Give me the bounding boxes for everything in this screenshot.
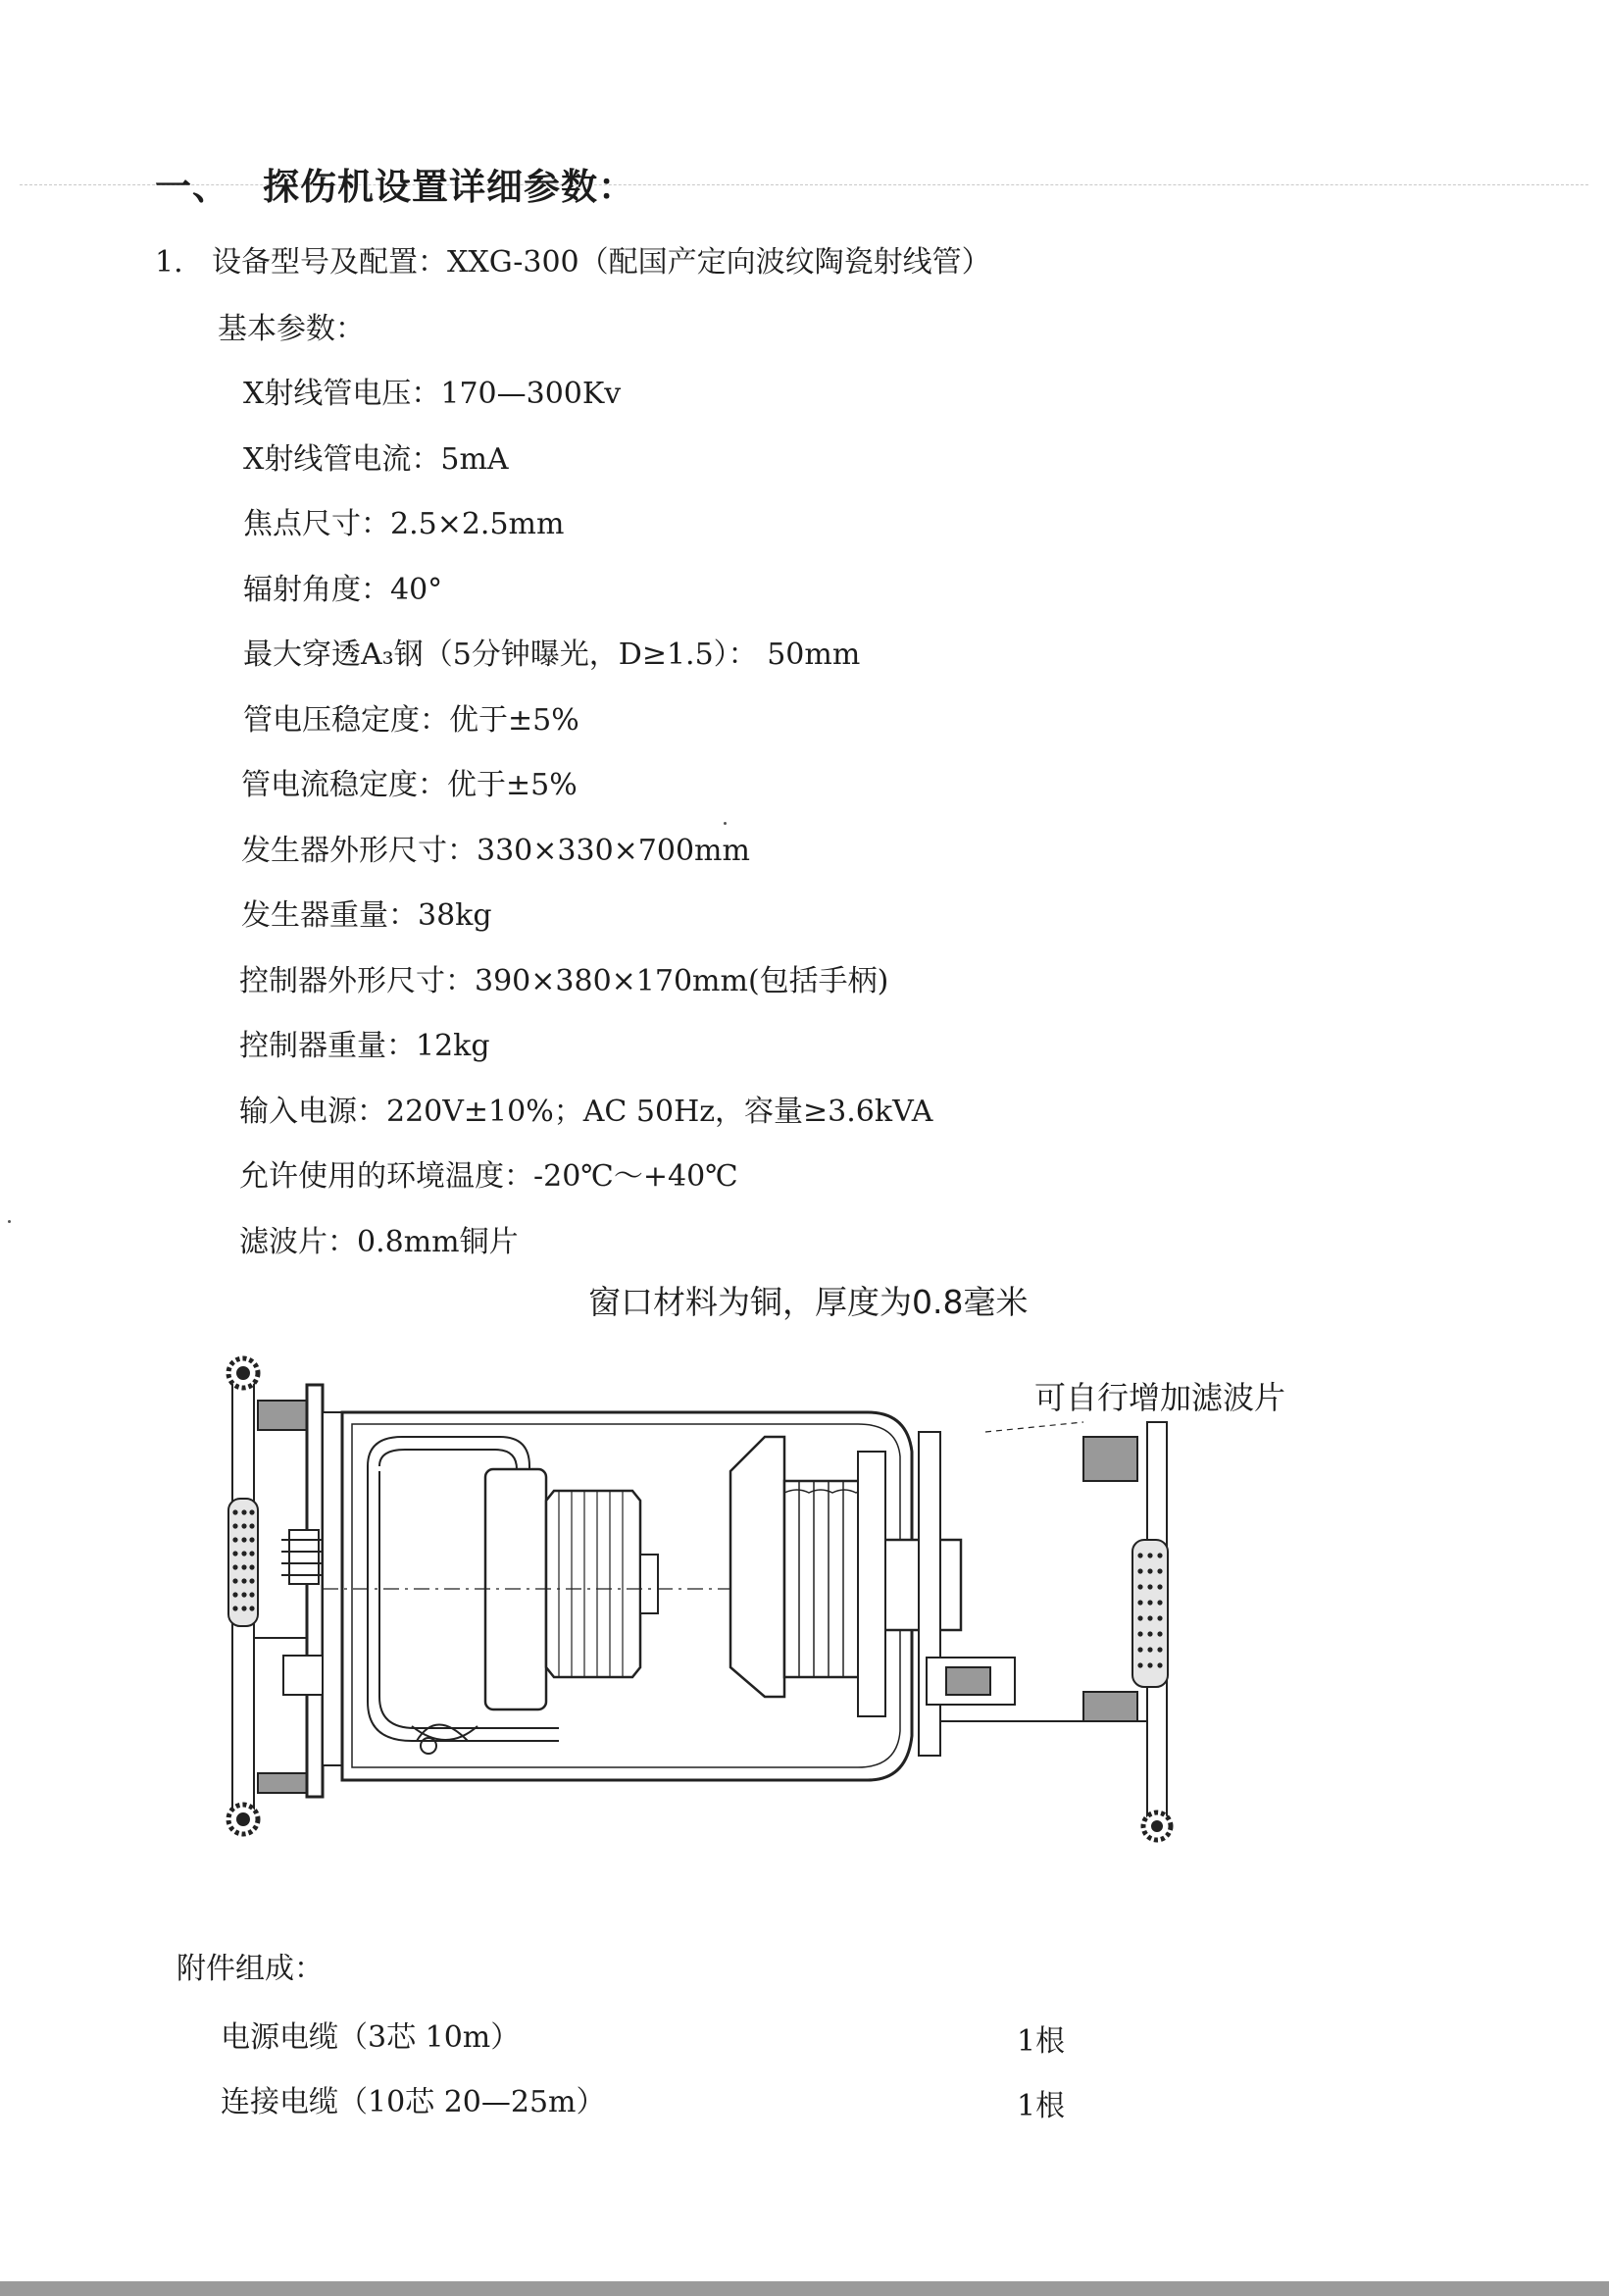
param-item: 焦点尺寸：2.5×2.5mm: [243, 507, 565, 541]
accessories-list: [221, 2013, 1103, 2142]
item-text: 设备型号及配置：XXG-300（配国产定向波纹陶瓷射线管）: [212, 245, 991, 280]
param-item: 管电压稳定度：优于±5%: [243, 702, 579, 738]
accessory-name: 连接电缆（10芯 20—25m）: [221, 2085, 606, 2119]
param-item: 滤波片：0.8mm铜片: [239, 1224, 519, 1259]
param-item: 控制器重量：12kg: [239, 1029, 490, 1063]
accessory-qty: 1根: [1017, 2024, 1066, 2059]
param-item: X射线管电压：170—300Kv: [243, 377, 622, 411]
param-item: X射线管电流：5mA: [243, 441, 509, 477]
section-title: 探伤机设置详细参数：: [263, 165, 635, 208]
accessory-item: [221, 2077, 1103, 2142]
section-number: 一、: [155, 165, 229, 208]
accessories-title: 附件组成：: [176, 1952, 324, 1986]
param-item: 管电流稳定度：优于±5%: [241, 768, 578, 802]
accessory-item: [221, 2013, 1103, 2077]
scan-speck: [8, 1220, 11, 1223]
scan-edge: [0, 2281, 1609, 2296]
param-list: [239, 369, 933, 1282]
item-title: [155, 237, 991, 281]
accessory-name: 电源电缆（3芯 10m）: [221, 2020, 521, 2055]
basic-params-label: 基本参数：: [218, 312, 365, 346]
section-heading: [155, 157, 635, 210]
figure-note: 可自行增加滤波片: [1034, 1379, 1286, 1416]
param-item: 发生器外形尺寸：330×330×700mm: [241, 833, 750, 868]
param-item: 允许使用的环境温度：-20℃～+40℃: [239, 1159, 738, 1194]
mounting-flange: [281, 1385, 342, 1797]
param-item: 控制器外形尺寸：390×380×170mm(包括手柄): [239, 963, 889, 998]
param-item: 最大穿透A₃钢（5分钟曝光，D≥1.5）： 50mm: [243, 638, 861, 672]
figure-caption: 窗口材料为铜，厚度为0.8毫米: [588, 1283, 1029, 1321]
xray-generator-drawing: [221, 1344, 1221, 1873]
param-item: 发生器重量：38kg: [241, 898, 492, 933]
param-item: 辐射角度：40°: [243, 572, 443, 607]
item-number: 1.: [155, 245, 183, 280]
left-handle: [228, 1358, 312, 1834]
accessory-qty: 1根: [1017, 2089, 1066, 2123]
param-item: 输入电源：220V±10%；AC 50Hz，容量≥3.6kVA: [239, 1094, 933, 1129]
